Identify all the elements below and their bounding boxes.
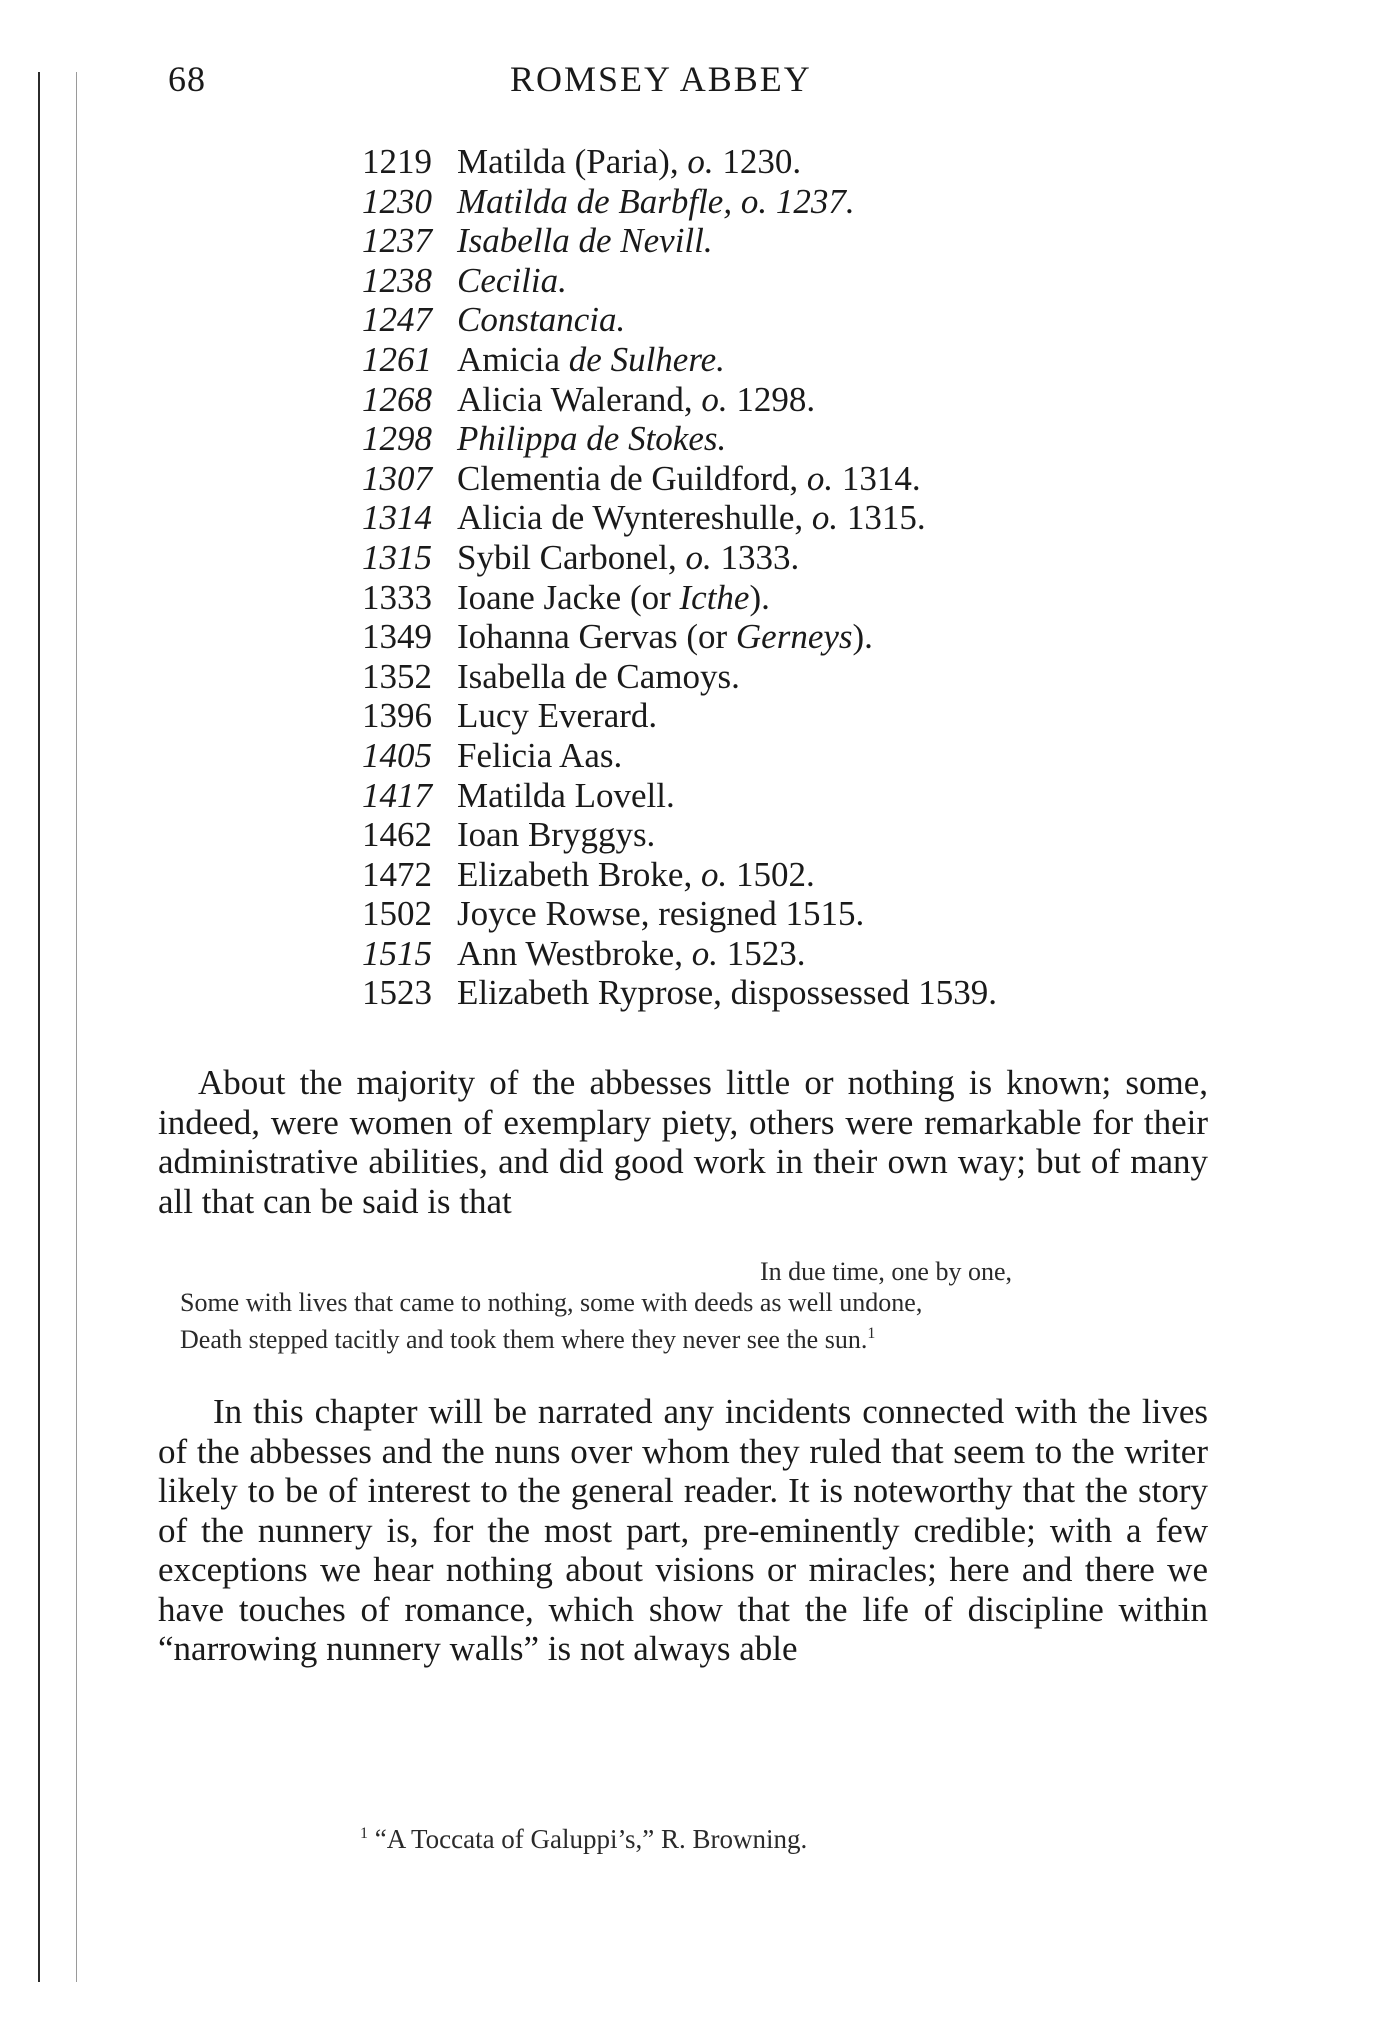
paragraph: In this chapter will be narrated any incidents connected with the lives of the abbesses and the nuns over whom they ruled that seem to the writer likely to be of interest to the general reader. It is noteworthy that the story of the nunnery is, for the most part, pre-eminently credible; with a few exceptions we hear nothing about visions or miracles; here and there we have touches of romance, which show that the life of discipline within “narrowing nunnery walls” is not always able xyxy=(158,1392,1208,1668)
abbess-year: 1396 xyxy=(362,696,432,736)
abbess-text: Felicia Aas. xyxy=(457,735,623,775)
abbess-text: Isabella de Nevill. xyxy=(457,221,713,261)
abbess-entry xyxy=(362,419,1162,459)
abbess-text: 1315. xyxy=(838,498,926,538)
abbess-entry xyxy=(362,261,1162,301)
abbess-year: 1298 xyxy=(362,419,432,459)
abbess-year: 1405 xyxy=(362,735,432,775)
abbess-text: Cecilia. xyxy=(457,260,567,300)
abbess-year: 1314 xyxy=(362,498,432,538)
abbess-text: o. xyxy=(701,379,728,419)
abbess-entry xyxy=(362,894,1162,934)
abbess-text: Amicia xyxy=(457,339,569,379)
abbess-text: Ann Westbroke, xyxy=(457,933,692,973)
verse-line: Some with lives that came to nothing, some with deeds as well undone, xyxy=(180,1288,923,1317)
abbess-text: o. xyxy=(806,458,834,498)
abbess-year: 1238 xyxy=(362,260,432,300)
abbess-text: Lucy Everard. xyxy=(457,696,658,736)
running-title: ROMSEY ABBEY xyxy=(510,59,812,99)
abbess-text: 1333. xyxy=(711,537,800,577)
abbess-text: Constancia. xyxy=(457,300,626,340)
abbess-year: 1417 xyxy=(362,775,432,815)
abbess-entry xyxy=(362,300,1162,340)
abbess-year: 1230 xyxy=(362,181,432,221)
page-number: 68 xyxy=(168,59,206,99)
abbess-entry xyxy=(362,617,1162,657)
footnote-mark: 1 xyxy=(360,1825,368,1842)
abbess-list xyxy=(362,142,1162,1013)
abbess-text: Ioane Jacke (or xyxy=(457,577,680,617)
abbess-year: 1219 xyxy=(362,142,432,181)
abbess-entry xyxy=(362,696,1162,736)
footnote-reference: 1 xyxy=(867,1325,876,1342)
abbess-text: Sybil Carbonel, xyxy=(457,537,686,577)
abbess-year: 1502 xyxy=(362,894,432,934)
page-margin-line xyxy=(76,72,77,1982)
abbess-text: o. xyxy=(700,854,728,894)
abbess-year: 1307 xyxy=(362,458,432,498)
abbess-text: ). xyxy=(749,577,770,617)
abbess-text: o. xyxy=(685,537,712,577)
abbess-text: o. xyxy=(687,142,714,181)
abbess-text: 1230. xyxy=(713,142,802,181)
abbess-text: 1314. xyxy=(833,458,921,498)
abbess-text: Joyce Rowse, resigned 1515. xyxy=(457,894,865,934)
abbess-year: 1349 xyxy=(362,617,432,657)
abbess-entry xyxy=(362,182,1162,222)
abbess-year: 1237 xyxy=(362,221,432,261)
abbess-text: Ioan Bryggys. xyxy=(457,815,656,855)
abbess-entry xyxy=(362,776,1162,816)
abbess-text: Philippa de Stokes. xyxy=(457,419,727,459)
abbess-entry xyxy=(362,538,1162,578)
abbess-entry xyxy=(362,142,1162,182)
abbess-text: Matilda (Paria), xyxy=(457,142,688,181)
abbess-entry xyxy=(362,736,1162,776)
abbess-entry xyxy=(362,855,1162,895)
abbess-text: de Sulhere. xyxy=(568,339,725,379)
verse-line-text: Death stepped tacitly and took them where they never see the sun. xyxy=(180,1325,868,1354)
footnote-text: “A Toccata of Galuppi’s,” R. Browning. xyxy=(374,1824,808,1854)
abbess-entry xyxy=(362,380,1162,420)
abbess-entry xyxy=(362,498,1162,538)
abbess-text: Matilda Lovell. xyxy=(457,775,675,815)
abbess-text: 1298. xyxy=(727,379,816,419)
verse-line xyxy=(180,1318,1190,1355)
running-head xyxy=(160,58,1220,108)
abbess-entry xyxy=(362,934,1162,974)
paragraph: About the majority of the abbesses little or nothing is known; some, indeed, were women of exemplary piety, others were remarkable for their administrative abilities, and did good work in their own way; but of many all that can be said is that xyxy=(158,1063,1208,1221)
abbess-year: 1268 xyxy=(362,379,432,419)
abbess-year: 1523 xyxy=(362,973,432,1013)
abbess-text: Iohanna Gervas (or xyxy=(457,617,736,657)
verse-line: In due time, one by one, xyxy=(760,1257,1012,1286)
abbess-year: 1472 xyxy=(362,854,432,894)
abbess-entry xyxy=(362,578,1162,618)
abbess-text: ). xyxy=(852,617,873,657)
abbess-text: 1523. xyxy=(717,933,806,973)
abbess-text: Alicia Walerand, xyxy=(457,379,702,419)
abbess-entry xyxy=(362,657,1162,697)
abbess-entry xyxy=(362,221,1162,261)
abbess-year: 1261 xyxy=(362,339,432,379)
abbess-text: Alicia de Wyntereshulle, xyxy=(457,498,812,538)
abbess-text: Clementia de Guildford, xyxy=(457,458,807,498)
abbess-year: 1352 xyxy=(362,656,432,696)
abbess-year: 1315 xyxy=(362,537,432,577)
abbess-entry xyxy=(362,815,1162,855)
abbess-year: 1247 xyxy=(362,300,432,340)
abbess-text: Elizabeth Ryprose, dispossessed 1539. xyxy=(457,973,998,1013)
abbess-text: Icthe xyxy=(679,577,750,617)
abbess-text: 1502. xyxy=(727,854,815,894)
abbess-entry xyxy=(362,973,1162,1013)
abbess-year: 1333 xyxy=(362,577,432,617)
abbess-entry xyxy=(362,459,1162,499)
page-margin-line xyxy=(38,72,40,1982)
footnote xyxy=(360,1824,1060,1855)
verse-quotation xyxy=(180,1256,1190,1355)
abbess-text: Elizabeth Broke, xyxy=(457,854,701,894)
abbess-entry xyxy=(362,340,1162,380)
abbess-text: o. xyxy=(691,933,718,973)
abbess-text: Matilda de Barbfle, o. 1237. xyxy=(457,181,855,221)
abbess-text: Gerneys xyxy=(735,617,853,657)
abbess-text: o. xyxy=(811,498,839,538)
abbess-text: Isabella de Camoys. xyxy=(457,656,740,696)
abbess-year: 1515 xyxy=(362,933,432,973)
abbess-year: 1462 xyxy=(362,815,432,855)
